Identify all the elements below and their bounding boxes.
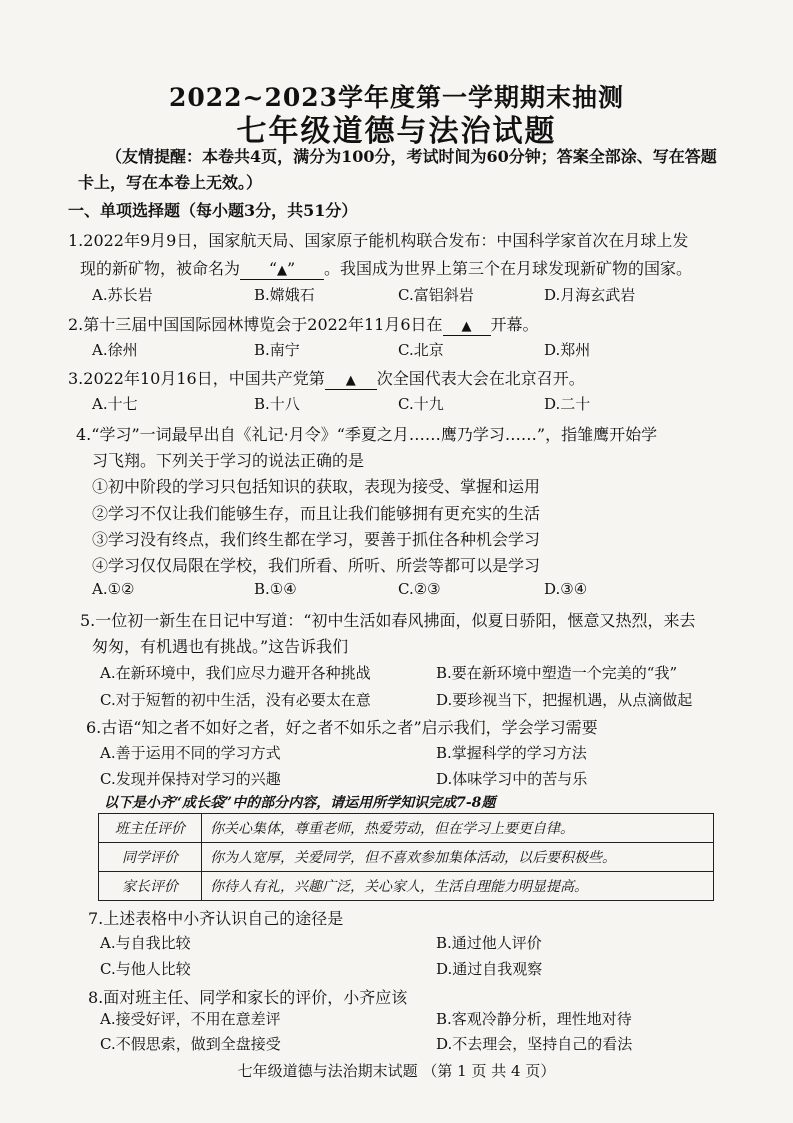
- q1-option-c: C.富铝斜岩: [398, 286, 474, 304]
- q3-option-b: B.十八: [254, 395, 300, 413]
- q4-item-1: ①初中阶段的学习只包括知识的获取，表现为接受、掌握和运用: [92, 477, 541, 496]
- table-row: [99, 814, 714, 843]
- q8-stem: 8.面对班主任、同学和家长的评价，小齐应该: [88, 988, 408, 1007]
- q1-blank: “▲”: [240, 261, 324, 280]
- q2-option-c: C.北京: [398, 341, 444, 359]
- q5-stem-line2: 匆匆，有机遇也有挑战。”这告诉我们: [92, 637, 349, 656]
- q2-option-a: A.徐州: [92, 341, 138, 359]
- q2-blank: [443, 317, 491, 336]
- exam-title-line1: 2022~2023学年度第一学期期末抽测: [168, 83, 625, 112]
- table-row: [99, 872, 714, 901]
- q1-stem-pre: 现的新矿物，被命名为: [80, 259, 241, 278]
- q1-option-a: A.苏长岩: [92, 286, 153, 304]
- page-footer: 七年级道德与法治期末试题 （第 1 页 共 4 页）: [237, 1062, 556, 1080]
- q1-option-b: B.嫦娥石: [254, 286, 315, 304]
- q5-option-a: A.在新环境中，我们应尽力避开各种挑战: [100, 664, 371, 682]
- table-row-text: 你关心集体，尊重老师，热爱劳动，但在学习上要更自律。: [202, 814, 714, 843]
- triangle-icon: ▲: [345, 373, 356, 388]
- q2-option-d: D.郑州: [544, 341, 591, 359]
- q5-option-c: C.对于短暂的初中生活，没有必要太在意: [100, 691, 371, 709]
- table-row-label: 班主任评价: [99, 814, 202, 843]
- q5-option-d: D.要珍视当下，把握机遇，从点滴做起: [436, 691, 693, 709]
- q5-stem-line1: 5.一位初一新生在日记中写道：“初中生活如春风拂面，似夏日骄阳，惬意又热烈，来去: [80, 611, 696, 630]
- exam-title-line2: 七年级道德与法治试题: [236, 114, 557, 149]
- q8-option-a: A.接受好评，不用在意差评: [100, 1010, 281, 1028]
- q4-option-d: D.③④: [544, 580, 588, 598]
- q4-item-4: ④学习仅仅局限在学校，我们所看、所听、所尝等都可以是学习: [92, 556, 541, 575]
- evaluation-table: [98, 813, 714, 901]
- q7-option-d: D.通过自我观察: [436, 960, 543, 978]
- table-row-text: 你为人宽厚，关爱同学，但不喜欢参加集体活动，以后要积极些。: [202, 843, 714, 872]
- q4-option-a: A.①②: [92, 580, 135, 598]
- q8-option-b: B.客观冷静分析，理性地对待: [436, 1010, 632, 1028]
- q5-option-b: B.要在新环境中塑造一个完美的“我”: [436, 664, 678, 682]
- q4-stem-line1: 4.“学习”一词最早出自《礼记·月令》“季夏之月……鹰乃学习……”，指雏鹰开始学: [76, 425, 658, 444]
- q1-stem-line2: [80, 256, 692, 280]
- q6-option-d: D.体味学习中的苦与乐: [436, 770, 588, 788]
- q3-option-a: A.十七: [92, 395, 138, 413]
- q4-item-2: ②学习不仅让我们能够生存，而且让我们能够拥有更充实的生活: [92, 504, 541, 523]
- q2-option-b: B.南宁: [254, 341, 300, 359]
- q7-option-b: B.通过他人评价: [436, 934, 542, 952]
- q1-stem-post: 。我国成为世界上第三个在月球发现新矿物的国家。: [324, 259, 693, 278]
- q3-option-d: D.二十: [544, 395, 591, 413]
- q6-stem: 6.古语“知之者不如好之者，好之者不如乐之者”启示我们，学会学习需要: [86, 718, 598, 737]
- table-row: [99, 843, 714, 872]
- exam-notice: （友情提醒：本卷共4页，满分为100分，考试时间为60分钟；答案全部涂、写在答题卡上，写在本卷上无效。）: [78, 147, 717, 192]
- table-row-text: 你待人有礼，兴趣广泛，关心家人，生活自理能力明显提高。: [202, 872, 714, 901]
- q3-option-c: C.十九: [398, 395, 444, 413]
- q1-stem-line1: 1.2022年9月9日，国家航天局、国家原子能机构联合发布：中国科学家首次在月球上发: [68, 231, 689, 250]
- q2-stem: 2.第十三届中国国际园林博览会于2022年11月6日在 ▲ 开幕。: [68, 315, 539, 334]
- table-intro-note: 以下是小齐“成长袋”中的部分内容，请运用所学知识完成7-8题: [104, 795, 496, 811]
- triangle-icon: ▲: [461, 319, 472, 334]
- q7-stem: 7.上述表格中小齐认识自己的途径是: [88, 909, 344, 928]
- q3-stem: 3.2022年10月16日，中国共产党第 ▲ 次全国代表大会在北京召开。: [68, 369, 585, 388]
- triangle-icon: ▲: [277, 263, 288, 278]
- q7-option-c: C.与他人比较: [100, 960, 191, 978]
- q6-option-a: A.善于运用不同的学习方式: [100, 744, 281, 762]
- q4-option-c: C.②③: [398, 580, 441, 598]
- q4-stem-line2: 习飞翔。下列关于学习的说法正确的是: [92, 451, 365, 470]
- q1-option-d: D.月海玄武岩: [544, 286, 636, 304]
- q4-option-b: B.①④: [254, 580, 297, 598]
- table-row-label: 同学评价: [99, 843, 202, 872]
- q6-option-b: B.掌握科学的学习方法: [436, 744, 587, 762]
- q3-blank: [325, 371, 377, 390]
- q8-option-c: C.不假思索，做到全盘接受: [100, 1035, 281, 1053]
- q6-option-c: C.发现并保持对学习的兴趣: [100, 770, 281, 788]
- q4-item-3: ③学习没有终点，我们终生都在学习，要善于抓住各种机会学习: [92, 530, 541, 549]
- section-heading: 一、单项选择题（每小题3分，共51分）: [68, 201, 358, 220]
- table-row-label: 家长评价: [99, 872, 202, 901]
- q8-option-d: D.不去理会，坚持自己的看法: [436, 1035, 633, 1053]
- q7-option-a: A.与自我比较: [100, 934, 191, 952]
